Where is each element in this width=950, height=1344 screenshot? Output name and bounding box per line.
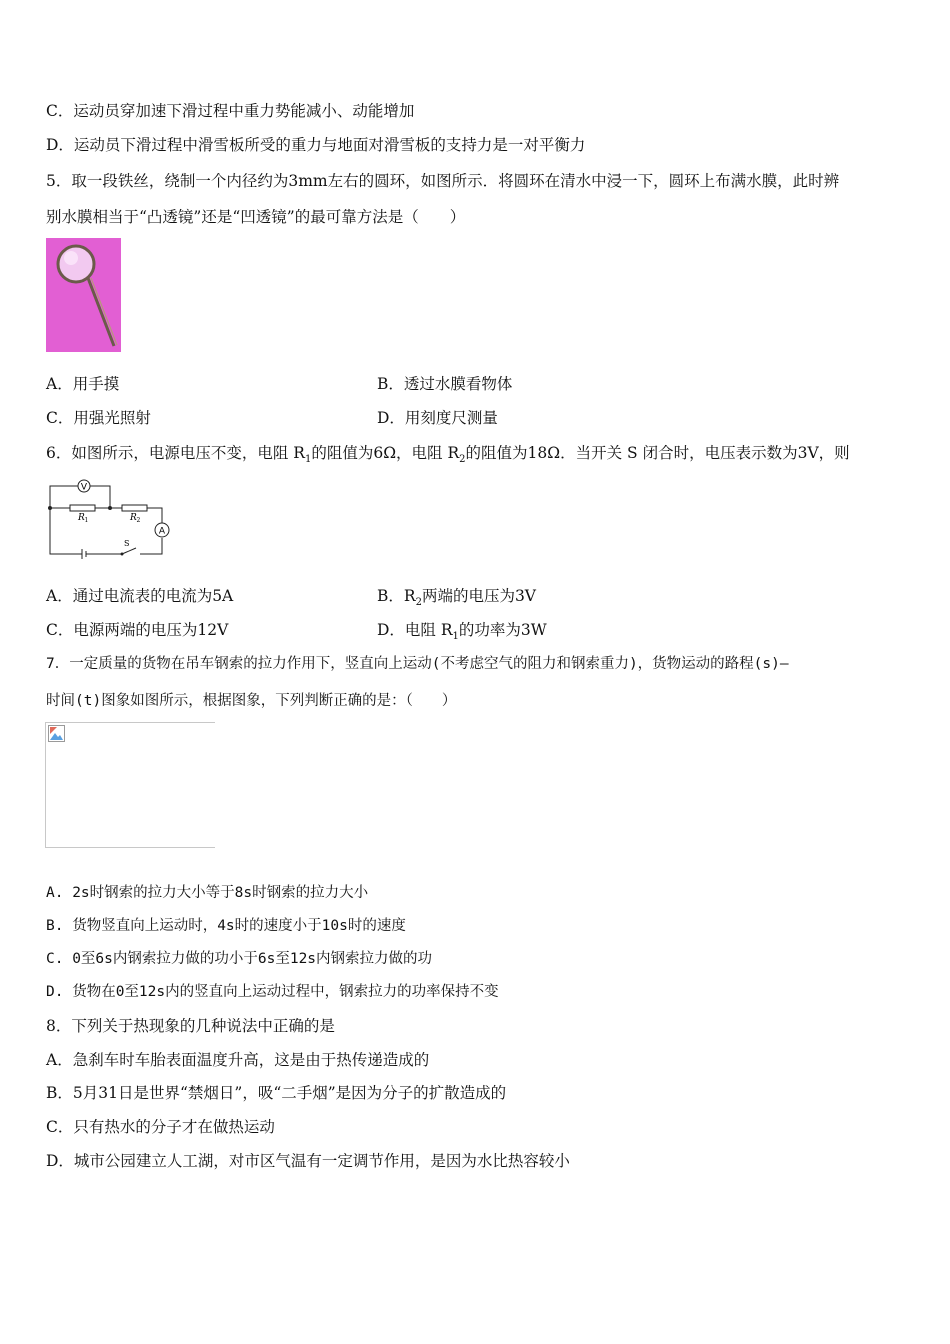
magnifier-figure [46, 238, 121, 352]
q6-sub-1: 1 [304, 454, 312, 466]
q6-sub-2: 2 [459, 454, 466, 466]
r1-sub-label: 1 [84, 517, 89, 524]
q6-d-sub: 1 [452, 631, 459, 643]
q6-text-2: 的阻值为6Ω，电阻 R [311, 444, 460, 462]
q6-stem [46, 443, 850, 470]
option-d-prev: D．运动员下滑过程中滑雪板所受的重力与地面对滑雪板的支持力是一对平衡力 [46, 136, 586, 154]
q6-b-sub: 2 [415, 597, 422, 609]
switch-label: S [124, 539, 130, 548]
q5-option-c: C．用强光照射 [46, 409, 151, 427]
q7-option-a: A. 2s时钢索的拉力大小等于8s时钢索的拉力大小 [46, 885, 369, 901]
circuit-figure [46, 476, 174, 564]
q6-b-text-2: 两端的电压为3V [421, 587, 536, 605]
q6-option-d [377, 620, 547, 647]
voltmeter-label: V [80, 482, 88, 493]
q6-text-3: 的阻值为18Ω．当开关 S 闭合时，电压表示数为3V，则 [465, 444, 850, 462]
q6-d-text-2: 的功率为3W [458, 621, 547, 639]
wire-loop-icon [46, 238, 121, 352]
q6-option-b [377, 586, 536, 613]
r1-label: R [78, 513, 85, 523]
q7-stem-line1: 7．一定质量的货物在吊车钢索的拉力作用下，竖直向上运动(不考虑空气的阻力和钢索重力)，货物运动的路程(s)— [46, 656, 789, 672]
circuit-diagram [46, 476, 174, 564]
q5-option-d: D．用刻度尺测量 [377, 409, 498, 427]
q6-option-c: C．电源两端的电压为12V [46, 621, 229, 639]
broken-image-icon [48, 725, 65, 742]
q6-text-1: 6．如图所示，电源电压不变，电阻 R [46, 444, 305, 462]
q7-stem-line2: 时间(t)图象如图所示，根据图象，下列判断正确的是：（ ） [46, 693, 457, 709]
r2-sub-label: 2 [136, 517, 141, 524]
q8-stem: 8．下列关于热现象的几种说法中正确的是 [46, 1017, 335, 1035]
q6-b-text-1: B．R [377, 587, 416, 605]
q7-option-c: C. 0至6s内钢索拉力做的功小于6s至12s内钢索拉力做的功 [46, 951, 433, 967]
r2-label: R [130, 513, 137, 523]
q7-option-d: D. 货物在0至12s内的竖直向上运动过程中，钢索拉力的功率保持不变 [46, 984, 499, 1000]
q8-option-a: A．急刹车时车胎表面温度升高，这是由于热传递造成的 [46, 1051, 430, 1069]
q8-option-d: D．城市公园建立人工湖，对市区气温有一定调节作用，是因为水比热容较小 [46, 1152, 570, 1170]
q8-option-b: B．5月31日是世界“禁烟日”，吸“二手烟”是因为分子的扩散造成的 [46, 1084, 507, 1102]
q8-option-c: C．只有热水的分子才在做热运动 [46, 1118, 275, 1136]
q5-option-a: A．用手摸 [46, 375, 120, 393]
q5-option-b: B．透过水膜看物体 [377, 375, 513, 393]
q6-option-a: A．通过电流表的电流为5A [46, 587, 234, 605]
q5-stem-line1: 5．取一段铁丝，绕制一个内径约为3mm左右的圆环，如图所示．将圆环在清水中浸一下，圆环上布满水膜，此时辨 [46, 172, 840, 190]
ammeter-label: A [158, 526, 166, 537]
q5-stem-line2: 别水膜相当于“凸透镜”还是“凹透镜”的最可靠方法是（ ） [46, 208, 466, 226]
q6-d-text-1: D．电阻 R [377, 621, 453, 639]
option-c-prev: C．运动员穿加速下滑过程中重力势能减小、动能增加 [46, 102, 415, 120]
q7-option-b: B. 货物竖直向上运动时，4s时的速度小于10s时的速度 [46, 918, 406, 934]
st-graph-placeholder [45, 722, 215, 848]
